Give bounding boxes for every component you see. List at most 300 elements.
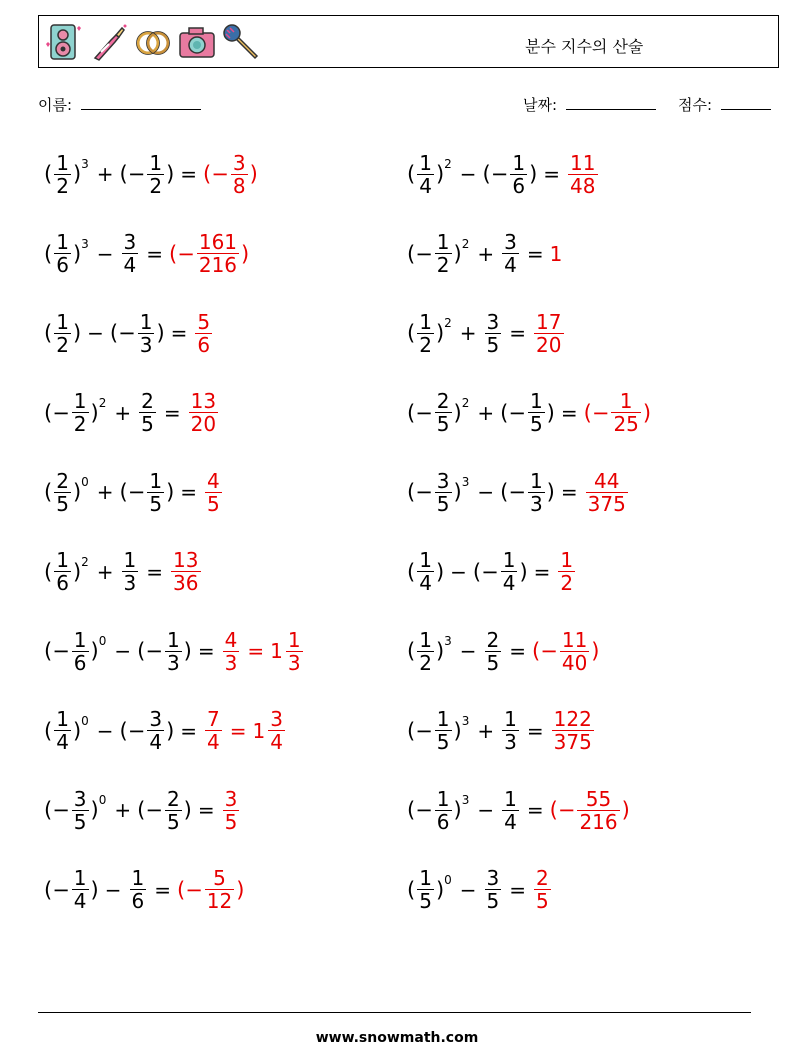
problem-item — [407, 859, 553, 921]
operator: + — [114, 400, 132, 425]
fraction — [568, 152, 597, 197]
problem-answer — [169, 231, 249, 276]
operator: = — [526, 798, 544, 822]
operator: − — [96, 241, 114, 266]
whole-number: 1 — [270, 639, 283, 663]
fraction — [611, 390, 640, 435]
operator: = — [509, 639, 527, 663]
fraction — [147, 708, 164, 753]
parenthesis: (− — [169, 241, 195, 266]
problem-expression — [407, 311, 532, 356]
name-label: 이름: — [38, 96, 73, 114]
parenthesis: ( — [407, 639, 416, 663]
exponent: 2 — [98, 395, 107, 410]
operator: − — [477, 480, 495, 504]
parenthesis: (− — [472, 559, 499, 584]
denominator: 4 — [149, 730, 163, 754]
fraction — [205, 708, 222, 753]
fraction — [139, 390, 156, 435]
denominator: 2 — [149, 173, 163, 198]
numerator: 1 — [529, 389, 543, 413]
parenthesis: ) — [166, 480, 175, 504]
problem-expression — [407, 390, 584, 435]
fraction — [72, 629, 89, 674]
problem-item — [407, 223, 562, 285]
parenthesis: (− — [549, 798, 576, 822]
problem-item — [407, 143, 600, 205]
denominator: 5 — [536, 889, 549, 913]
denominator: 12 — [206, 889, 233, 913]
parenthesis: ( — [407, 321, 416, 345]
fraction — [165, 788, 182, 833]
parenthesis: (− — [137, 798, 163, 822]
parenthesis: ) — [72, 559, 82, 584]
fraction — [560, 629, 589, 674]
denominator: 6 — [512, 173, 526, 198]
problem-answer — [532, 867, 553, 912]
numerator: 1 — [502, 548, 516, 572]
fraction — [485, 311, 502, 356]
exponent: 0 — [444, 872, 452, 887]
numerator: 2 — [56, 468, 69, 493]
fraction — [54, 470, 71, 515]
exponent: 3 — [461, 713, 470, 728]
problem-item — [407, 541, 577, 603]
fraction — [205, 470, 222, 515]
exponent: 3 — [444, 634, 452, 648]
problem-item — [44, 700, 287, 762]
numerator: 55 — [585, 786, 612, 811]
numerator: 2 — [486, 627, 500, 652]
numerator: 1 — [436, 707, 450, 731]
denominator: 5 — [141, 412, 154, 436]
fraction — [189, 390, 218, 435]
parenthesis: ) — [236, 877, 245, 902]
parenthesis: (− — [44, 877, 70, 902]
operator: + — [96, 162, 114, 186]
fraction — [577, 788, 619, 833]
operator: − — [114, 639, 132, 663]
operator: + — [96, 559, 114, 584]
numerator: 1 — [149, 468, 163, 493]
numerator: 1 — [419, 548, 432, 572]
problem-answer — [556, 549, 577, 594]
numerator: 2 — [166, 786, 180, 811]
fraction — [435, 231, 452, 276]
operator: = — [533, 559, 551, 584]
operator: = — [197, 639, 215, 663]
denominator: 5 — [436, 412, 450, 436]
date-blank — [566, 96, 656, 110]
operator: = — [509, 877, 527, 902]
fraction — [223, 629, 240, 674]
problem-expression — [407, 867, 532, 912]
exponent: 2 — [444, 316, 452, 330]
parenthesis: (− — [482, 162, 509, 186]
fraction — [197, 231, 239, 276]
problem-expression — [407, 708, 550, 753]
exponent: 3 — [461, 475, 470, 489]
parenthesis: ( — [407, 877, 416, 902]
parenthesis: ( — [407, 559, 416, 584]
fraction — [54, 549, 71, 594]
numerator: 1 — [56, 707, 69, 731]
parenthesis: ) — [435, 162, 445, 186]
parenthesis: ) — [529, 162, 538, 186]
operator: + — [477, 241, 495, 266]
denominator: 5 — [529, 412, 543, 436]
parenthesis: ) — [453, 718, 462, 743]
exponent: 2 — [461, 395, 470, 410]
operator: + — [96, 480, 114, 504]
operator: = — [543, 162, 561, 186]
problem-expression — [407, 788, 550, 833]
problem-item — [44, 541, 203, 603]
parenthesis: ) — [166, 162, 175, 186]
parenthesis: ( — [44, 718, 53, 743]
parenthesis: ) — [435, 559, 445, 584]
denominator: 4 — [504, 253, 517, 277]
numerator: 5 — [213, 866, 226, 890]
fraction — [485, 629, 502, 674]
operator: = — [180, 480, 198, 504]
fraction — [205, 867, 234, 912]
numerator: 3 — [149, 707, 163, 731]
problem-answer — [532, 311, 565, 356]
denominator: 5 — [73, 809, 87, 834]
problem-expression — [407, 152, 566, 197]
denominator: 3 — [123, 571, 137, 595]
denominator: 4 — [56, 730, 69, 754]
numerator: 1 — [504, 707, 517, 731]
fraction — [485, 867, 502, 912]
numerator: 1 — [73, 866, 87, 890]
numerator: 1 — [436, 230, 450, 254]
parenthesis: ) — [183, 798, 192, 822]
problem-item — [407, 302, 566, 364]
operator: = — [560, 480, 578, 504]
parenthesis: ) — [453, 480, 462, 504]
denominator: 2 — [560, 571, 574, 595]
problem-item — [44, 620, 305, 682]
operator: − — [459, 162, 477, 186]
denominator: 3 — [166, 650, 180, 675]
denominator: 40 — [561, 650, 588, 675]
denominator: 216 — [579, 809, 618, 834]
problem-answer — [203, 152, 258, 197]
score-field — [678, 94, 771, 115]
parenthesis: (− — [44, 639, 70, 663]
score-blank — [721, 96, 771, 110]
operator: = — [247, 639, 265, 663]
parenthesis: (− — [203, 162, 229, 186]
name-field — [38, 94, 201, 115]
problem-item — [44, 779, 241, 841]
problem-answer — [584, 470, 630, 515]
parenthesis: ) — [642, 400, 652, 425]
parenthesis: (− — [407, 798, 433, 822]
operator: = — [197, 798, 215, 822]
parenthesis: ) — [249, 162, 258, 186]
parenthesis: ) — [435, 877, 445, 902]
exponent: 3 — [81, 236, 89, 251]
denominator: 6 — [56, 571, 69, 595]
problem-expression — [44, 152, 203, 197]
problem-answer — [193, 311, 214, 356]
footer-divider — [38, 1012, 751, 1013]
problem-expression — [44, 311, 193, 356]
fraction — [435, 708, 452, 753]
exponent: 3 — [81, 157, 89, 171]
parenthesis: ( — [407, 162, 416, 186]
operator: + — [114, 798, 132, 822]
denominator: 375 — [553, 730, 592, 754]
parenthesis: (− — [119, 162, 146, 186]
denominator: 4 — [502, 571, 516, 595]
numerator: 13 — [190, 389, 217, 413]
problem-expression — [44, 549, 169, 594]
problem-item — [407, 382, 651, 444]
problem-answer — [203, 708, 287, 753]
operator: = — [526, 241, 544, 266]
fraction — [165, 629, 182, 674]
operator: − — [96, 718, 114, 743]
parenthesis: ) — [72, 480, 82, 504]
problem-answer — [550, 708, 596, 753]
name-blank — [81, 96, 201, 110]
problem-answer — [169, 549, 202, 594]
denominator: 20 — [536, 332, 562, 357]
operator: − — [104, 877, 122, 902]
parenthesis: ) — [546, 480, 555, 504]
exponent: 0 — [81, 475, 89, 489]
numerator: 1 — [131, 866, 145, 890]
parenthesis: (− — [119, 480, 146, 504]
numerator: 2 — [536, 866, 549, 890]
denominator: 3 — [139, 332, 153, 357]
problem-item — [407, 620, 600, 682]
denominator: 6 — [436, 809, 450, 834]
parenthesis: ) — [166, 718, 175, 743]
fraction — [534, 311, 563, 356]
parenthesis: ) — [183, 639, 192, 663]
denominator: 2 — [419, 650, 432, 675]
denominator: 6 — [73, 650, 87, 675]
denominator: 4 — [73, 889, 87, 913]
denominator: 5 — [224, 809, 238, 834]
numerator: 1 — [529, 468, 543, 493]
parenthesis: (− — [500, 400, 526, 425]
fraction — [72, 390, 89, 435]
problem-item — [407, 700, 596, 762]
operator: + — [459, 321, 477, 345]
denominator: 2 — [419, 332, 432, 357]
parenthesis: ( — [44, 162, 53, 186]
problem-expression — [44, 231, 169, 276]
operator: + — [477, 718, 495, 743]
problem-answer — [532, 629, 599, 674]
score-label: 점수: — [678, 96, 713, 114]
numerator: 3 — [232, 150, 246, 175]
numerator: 11 — [570, 150, 596, 175]
numerator: 2 — [436, 389, 450, 413]
denominator: 4 — [419, 173, 432, 198]
parenthesis: (− — [137, 639, 163, 663]
problem-item — [44, 143, 258, 205]
numerator: 3 — [436, 468, 450, 493]
fraction — [528, 390, 545, 435]
numerator: 4 — [224, 627, 238, 652]
problem-expression — [44, 470, 203, 515]
whole-number: 1 — [252, 718, 266, 743]
problem-item — [44, 461, 224, 523]
numerator: 3 — [73, 786, 87, 811]
denominator: 8 — [232, 173, 246, 198]
problem-expression — [44, 629, 221, 674]
operator: = — [180, 162, 198, 186]
problem-answer — [550, 242, 563, 266]
operator: − — [450, 559, 467, 584]
problem-expression — [44, 867, 177, 912]
fraction — [223, 788, 240, 833]
numerator: 1 — [56, 309, 69, 334]
denominator: 5 — [436, 730, 450, 754]
numerator: 1 — [56, 548, 69, 572]
denominator: 4 — [270, 730, 284, 754]
denominator: 4 — [207, 730, 220, 754]
problem-expression — [407, 549, 556, 594]
footer-url: www.snowmath.com — [315, 1030, 479, 1046]
parenthesis: ) — [241, 241, 250, 266]
denominator: 2 — [56, 173, 69, 198]
parenthesis: ) — [519, 559, 528, 584]
parenthesis: ) — [591, 639, 600, 663]
parenthesis: ) — [435, 639, 445, 663]
numerator: 1 — [419, 309, 432, 334]
problem-answer — [550, 788, 630, 833]
exponent: 2 — [81, 554, 89, 569]
parenthesis: ) — [453, 400, 462, 425]
parenthesis: ) — [72, 321, 82, 345]
exponent: 0 — [98, 793, 107, 807]
numerator: 1 — [56, 230, 69, 254]
numerator: 1 — [560, 548, 574, 572]
parenthesis: ) — [90, 639, 99, 663]
problem-answer — [566, 152, 599, 197]
fraction — [122, 549, 139, 594]
fraction — [54, 311, 71, 356]
parenthesis: ) — [453, 798, 462, 822]
denominator: 5 — [486, 332, 500, 357]
problem-answer — [584, 390, 651, 435]
operator: = — [146, 241, 164, 266]
fraction — [147, 152, 164, 197]
problem-expression — [407, 629, 532, 674]
numerator: 1 — [287, 627, 301, 652]
denominator: 5 — [166, 809, 180, 834]
parenthesis: (− — [407, 400, 433, 425]
parenthesis: (− — [44, 798, 70, 822]
numerator: 122 — [553, 707, 592, 731]
numerator: 3 — [224, 786, 238, 811]
denominator: 5 — [149, 491, 163, 516]
operator: = — [170, 321, 188, 345]
denominator: 216 — [198, 253, 238, 277]
parenthesis: ) — [72, 718, 82, 743]
parenthesis: ) — [90, 877, 99, 902]
numerator: 1 — [436, 786, 450, 811]
problem-expression — [44, 390, 187, 435]
operator: = — [146, 559, 164, 584]
parenthesis: (− — [119, 718, 146, 743]
parenthesis: ( — [44, 241, 53, 266]
parenthesis: ) — [546, 400, 555, 425]
date-field — [523, 94, 656, 115]
numerator: 2 — [141, 389, 154, 413]
fraction — [534, 867, 551, 912]
answer-value: 1 — [549, 241, 563, 266]
numerator: 17 — [536, 309, 562, 334]
fraction — [130, 867, 147, 912]
parenthesis: ( — [44, 559, 53, 584]
numerator: 1 — [166, 627, 180, 652]
denominator: 25 — [613, 412, 639, 436]
fraction — [501, 549, 518, 594]
parenthesis: ) — [435, 321, 445, 345]
fraction — [286, 629, 303, 674]
fraction — [72, 788, 89, 833]
fraction — [586, 470, 628, 515]
fraction — [435, 470, 452, 515]
fraction — [435, 788, 452, 833]
numerator: 1 — [619, 389, 633, 413]
denominator: 3 — [529, 491, 543, 516]
denominator: 3 — [287, 650, 301, 675]
problem-expression — [44, 788, 221, 833]
fraction — [171, 549, 200, 594]
microphone-icon — [221, 22, 261, 62]
parenthesis: (− — [109, 321, 136, 345]
fraction — [54, 152, 71, 197]
fraction — [558, 549, 575, 594]
fraction — [435, 390, 452, 435]
exponent: 2 — [461, 236, 470, 251]
exponent: 3 — [461, 793, 470, 807]
denominator: 6 — [56, 253, 69, 277]
fraction — [268, 708, 285, 753]
operator: = — [180, 718, 198, 743]
numerator: 1 — [149, 150, 163, 175]
parenthesis: ( — [44, 480, 53, 504]
problem-item — [407, 461, 630, 523]
worksheet-title: 분수 지수의 산술 — [525, 37, 644, 56]
denominator: 4 — [419, 571, 432, 595]
parenthesis: (− — [177, 877, 203, 902]
header-icons — [45, 20, 261, 64]
fraction — [417, 311, 434, 356]
parenthesis: ( — [44, 321, 53, 345]
denominator: 4 — [123, 253, 137, 277]
numerator: 3 — [486, 309, 500, 334]
operator: = — [163, 400, 181, 425]
denominator: 2 — [56, 332, 69, 357]
denominator: 5 — [486, 889, 500, 913]
numerator: 1 — [419, 627, 432, 652]
denominator: 5 — [56, 491, 69, 516]
numerator: 3 — [270, 707, 284, 731]
fraction — [72, 867, 89, 912]
denominator: 2 — [73, 412, 87, 436]
